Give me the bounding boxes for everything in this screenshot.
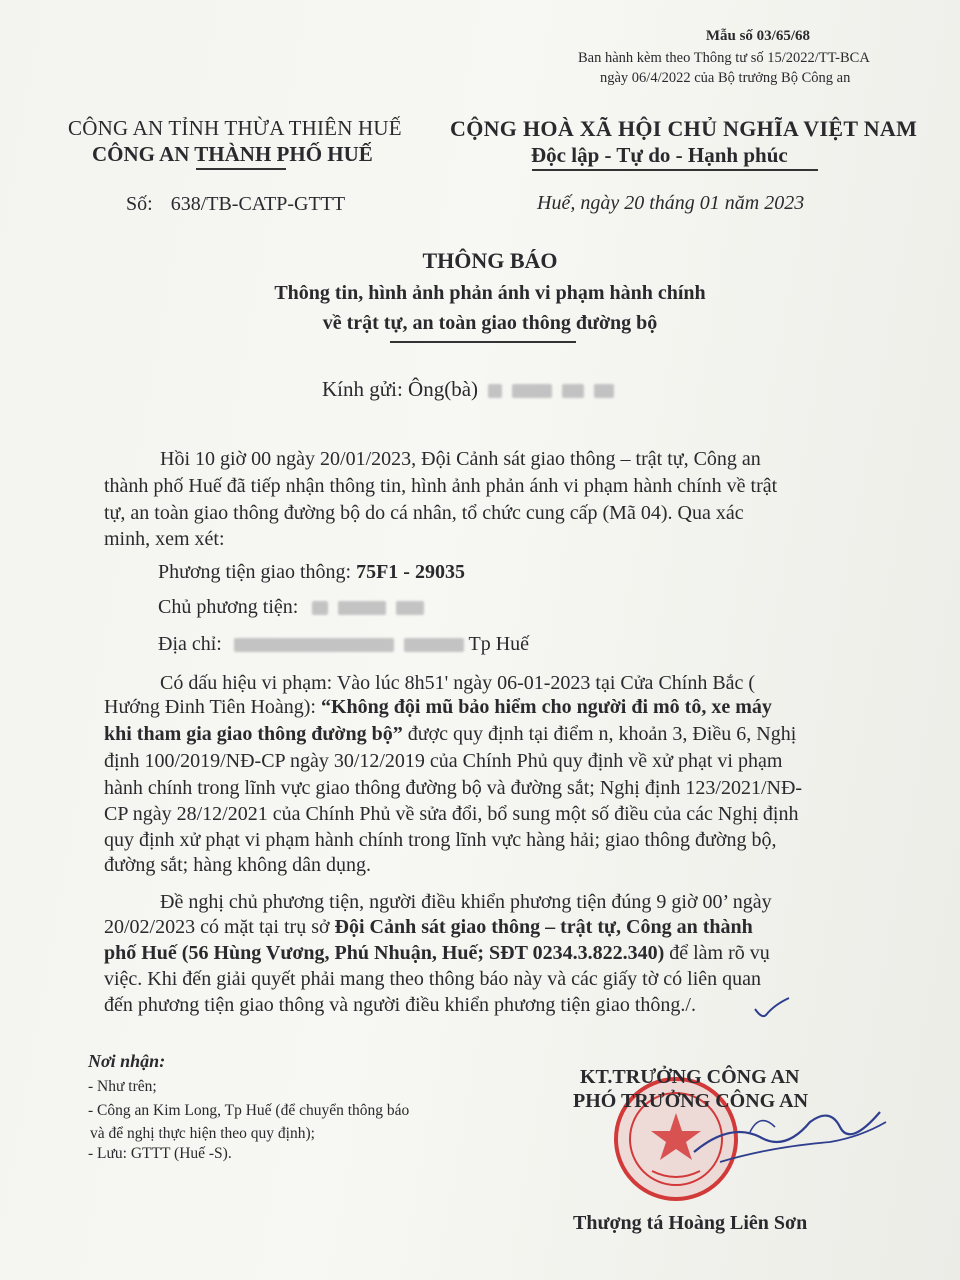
issued-by-line-1: Ban hành kèm theo Thông tư số 15/2022/TT-BCA: [578, 50, 870, 66]
request-line: Đề nghị chủ phương tiện, người điều khiển phương tiện đúng 9 giờ 00’ ngày: [160, 891, 772, 913]
violation-line: định 100/2019/NĐ-CP ngày 30/12/2019 của Chính Phủ quy định về xử phạt vi phạm: [104, 750, 783, 772]
redacted-owner: [338, 601, 386, 615]
agency-underline: [196, 168, 286, 170]
violation-line: [104, 723, 796, 746]
request-line: đến phương tiện giao thông và người điều khiển phương tiện giao thông./.: [104, 994, 696, 1016]
violation-name: khi tham gia giao thông đường bộ”: [104, 723, 403, 745]
redacted-name: [562, 384, 584, 398]
request-line: việc. Khi đến giải quyết phải mang theo thông báo này và các giấy tờ có liên quan: [104, 968, 762, 990]
violation-line: quy định xử phạt vi phạm hành chính trong lĩnh vực hàng hải; giao thông đường bộ,: [104, 829, 777, 851]
document-subtitle-1: Thông tin, hình ảnh phản ánh vi phạm hành chính: [274, 282, 706, 304]
national-motto: Độc lập - Tự do - Hạnh phúc: [531, 143, 788, 167]
nation-name: CỘNG HOÀ XÃ HỘI CHỦ NGHĨA VIỆT NAM: [450, 116, 918, 141]
recipient-item: - Lưu: GTTT (Huế -S).: [88, 1145, 232, 1162]
violation-name: “Không đội mũ bảo hiểm cho người đi mô tô, xe máy: [320, 696, 772, 718]
violation-line: CP ngày 28/12/2021 của Chính Phủ về sửa đổi, bổ sung một số điều của các Nghị định: [104, 803, 799, 825]
request-text: 20/02/2023 có mặt tại trụ sở: [104, 916, 335, 938]
violation-line: [104, 696, 772, 719]
vehicle-label: Phương tiện giao thông:: [158, 561, 352, 583]
intro-line: tự, an toàn giao thông đường bộ do cá nhân, tổ chức cung cấp (Mã 04). Qua xác: [104, 502, 744, 524]
motto-underline: [532, 169, 818, 171]
document-title: THÔNG BÁO: [422, 248, 558, 273]
signature-title-1: KT.TRƯỞNG CÔNG AN: [580, 1066, 800, 1088]
violation-text: Hướng Đinh Tiên Hoàng):: [104, 696, 321, 718]
violation-line: hành chính trong lĩnh vực giao thông đường bộ và đường sắt; Nghị định 123/2021/NĐ-: [104, 777, 803, 799]
recipient-item: - Như trên;: [88, 1078, 157, 1095]
recipient-item: và để nghị thực hiện theo quy định);: [90, 1125, 315, 1142]
greeting: [322, 377, 614, 402]
title-underline: [390, 341, 576, 343]
request-line: [104, 942, 770, 965]
recipient-item: - Công an Kim Long, Tp Huế (để chuyển thông báo: [88, 1102, 410, 1119]
redacted-name: [488, 384, 502, 398]
vehicle-plate: 75F1 - 29035: [356, 561, 465, 583]
vehicle-line: [158, 561, 465, 584]
redacted-address: [404, 638, 464, 652]
signature-title-2: PHÓ TRƯỞNG CÔNG AN: [573, 1090, 809, 1112]
request-office: Đội Cảnh sát giao thông – trật tự, Công an thành: [334, 916, 753, 938]
document-date: Huế, ngày 20 tháng 01 năm 2023: [537, 192, 805, 214]
form-number: Mẫu số 03/65/68: [705, 28, 810, 44]
redacted-address: [234, 638, 394, 652]
agency-name: CÔNG AN THÀNH PHỐ HUẾ: [92, 142, 373, 166]
request-text: để làm rõ vụ: [664, 942, 770, 964]
agency-parent: CÔNG AN TỈNH THỪA THIÊN HUẾ: [68, 116, 402, 140]
owner-line: [158, 596, 424, 619]
handwritten-signature: [690, 1092, 890, 1182]
violation-line: đường sắt; hàng không dân dụng.: [104, 854, 371, 876]
redacted-name: [512, 384, 552, 398]
request-office: phố Huế (56 Hùng Vương, Phú Nhuận, Huế; SĐT 0234.3.822.340): [104, 942, 665, 964]
intro-line: minh, xem xét:: [104, 528, 225, 550]
owner-label: Chủ phương tiện:: [158, 596, 299, 618]
document-number-label: Số:: [126, 193, 153, 215]
greeting-text: Kính gửi: Ông(bà): [322, 377, 479, 401]
document-subtitle-2: về trật tự, an toàn giao thông đường bộ: [322, 312, 658, 334]
issued-by-line-2: ngày 06/4/2022 của Bộ trưởng Bộ Công an: [600, 70, 851, 86]
redacted-owner: [396, 601, 424, 615]
violation-text: được quy định tại điểm n, khoản 3, Điều 6, Nghị: [402, 723, 797, 745]
document-number-value: 638/TB-CATP-GTTT: [170, 193, 346, 215]
address-label: Địa chỉ:: [158, 633, 222, 655]
address-city: Tp Huế: [468, 633, 530, 655]
document-number: [126, 193, 345, 216]
request-line: [104, 916, 753, 939]
violation-line: Có dấu hiệu vi phạm: Vào lúc 8h51' ngày 06-01-2023 tại Cửa Chính Bắc (: [160, 672, 756, 694]
intro-line: thành phố Huế đã tiếp nhận thông tin, hình ảnh phản ánh vi phạm hành chính về trật: [104, 475, 778, 497]
handwritten-tick-mark: [752, 995, 792, 1021]
recipients-heading: Nơi nhận:: [88, 1051, 166, 1071]
address-line: [158, 633, 529, 656]
intro-line: Hồi 10 giờ 00 ngày 20/01/2023, Đội Cảnh sát giao thông – trật tự, Công an: [160, 448, 761, 470]
redacted-name: [594, 384, 614, 398]
signer-name: Thượng tá Hoàng Liên Sơn: [573, 1212, 808, 1234]
redacted-owner: [312, 601, 328, 615]
